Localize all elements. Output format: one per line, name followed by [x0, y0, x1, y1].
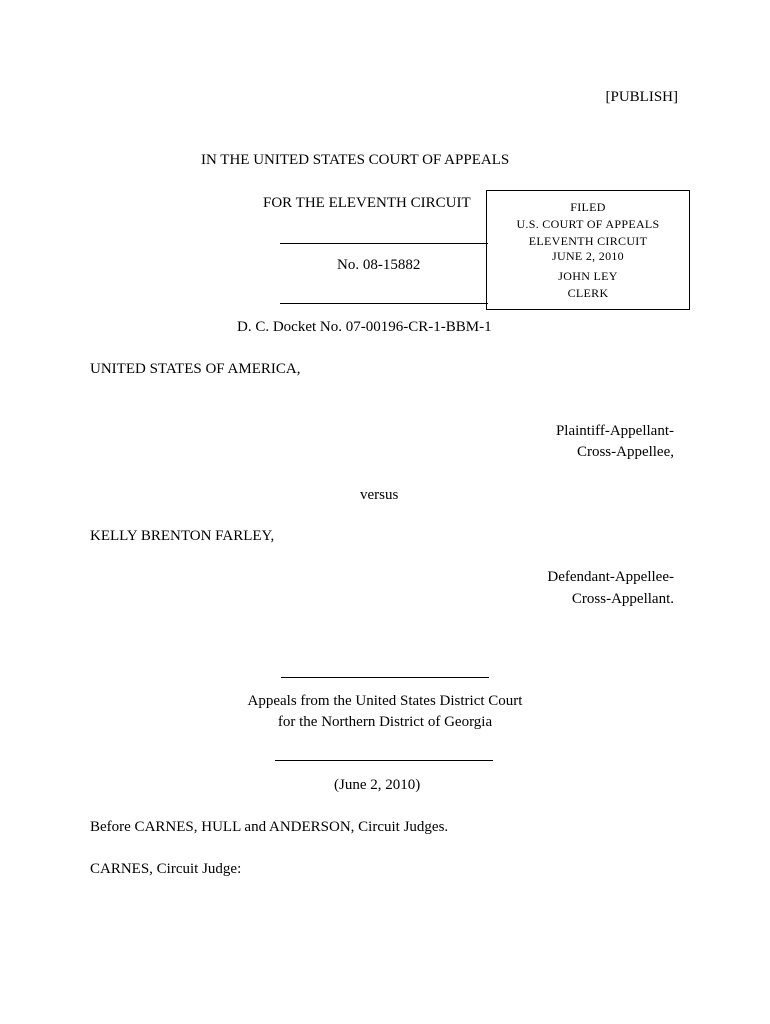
divider-appeal-bottom: [275, 749, 493, 766]
defendant-role-line-1: Defendant-Appellee-: [547, 569, 674, 585]
stamp-court: U.S. COURT OF APPEALS: [516, 217, 660, 231]
defendant-name: KELLY BRENTON FARLEY,: [90, 528, 275, 544]
stamp-circuit: ELEVENTH CIRCUIT: [528, 234, 648, 248]
plaintiff-role-line-1: Plaintiff-Appellant-: [555, 423, 674, 439]
filed-stamp: [486, 190, 690, 310]
divider-appeal-top: [281, 666, 489, 683]
docket-number: D. C. Docket No. 07-00196-CR-1-BBM-1: [237, 319, 492, 335]
stamp-clerk-title: CLERK: [567, 286, 609, 300]
stamp-clerk-name: JOHN LEY: [558, 269, 618, 283]
panel-line: Before CARNES, HULL and ANDERSON, Circuit Judges.: [90, 819, 449, 835]
circuit-title: FOR THE ELEVENTH CIRCUIT: [263, 195, 471, 211]
divider-bottom: [280, 292, 488, 309]
stamp-date: JUNE 2, 2010: [552, 249, 624, 263]
decision-date: (June 2, 2010): [334, 777, 421, 793]
divider-top: [280, 232, 488, 249]
versus-label: versus: [360, 487, 399, 503]
defendant-role-line-2: Cross-Appellant.: [571, 591, 674, 607]
plaintiff-name: UNITED STATES OF AMERICA,: [90, 361, 301, 377]
publish-label: [PUBLISH]: [605, 89, 678, 105]
appeal-line-1: Appeals from the United States District Court: [247, 693, 523, 709]
case-number: No. 08-15882: [337, 257, 421, 273]
court-title: IN THE UNITED STATES COURT OF APPEALS: [201, 152, 510, 168]
author-line: CARNES, Circuit Judge:: [90, 861, 242, 877]
stamp-filed: FILED: [570, 200, 606, 214]
plaintiff-role-line-2: Cross-Appellee,: [576, 444, 674, 460]
appeal-line-2: for the Northern District of Georgia: [277, 714, 493, 730]
